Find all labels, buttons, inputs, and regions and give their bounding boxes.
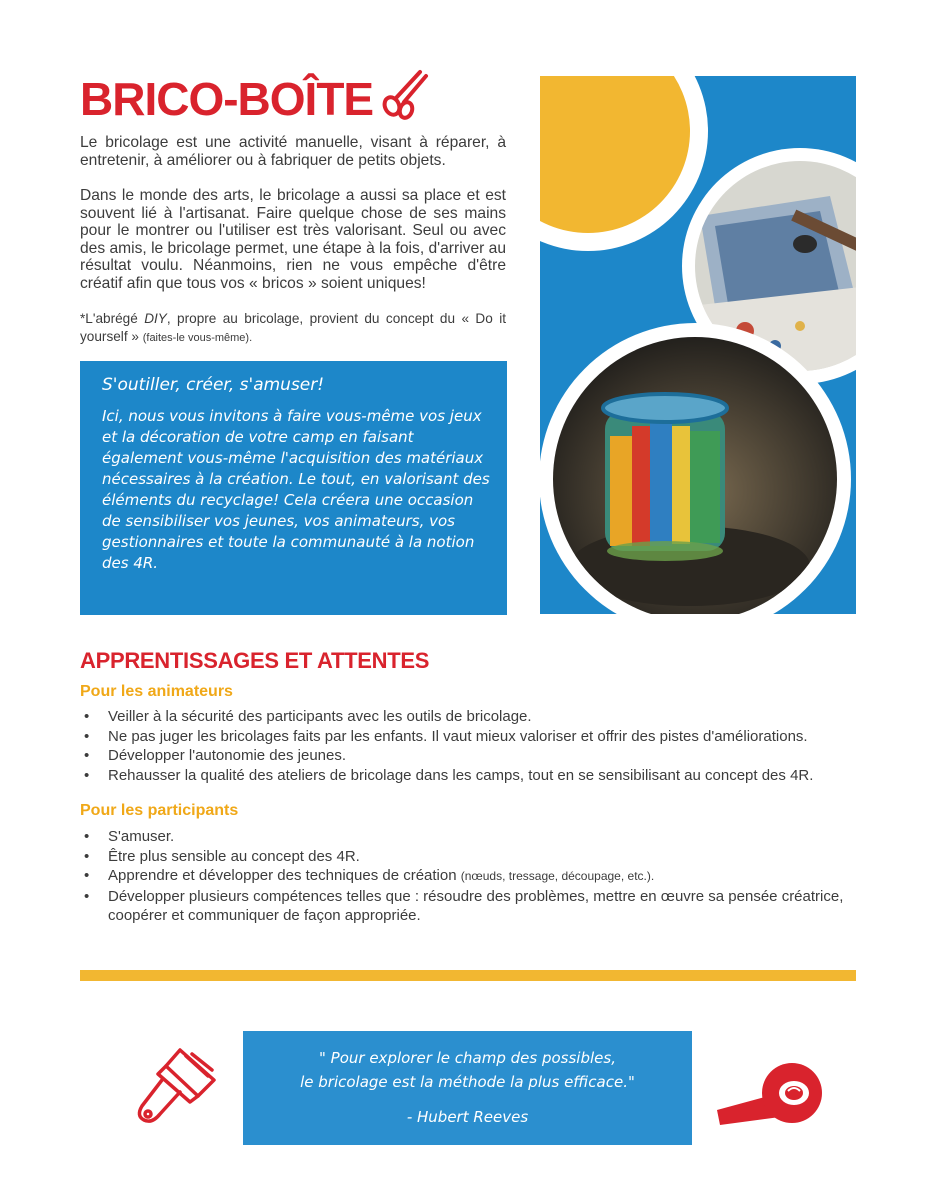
diy-note-mid: , propre au bricolage, provient du concept du « Do it yourself » [80,311,506,344]
section-heading: APPRENTISSAGES ET ATTENTES [80,648,430,673]
bullet-icon: • [84,867,90,884]
quote-line-1: " Pour explorer le champ des possibles, [319,1049,616,1067]
participants-heading: Pour les participants [80,802,239,819]
list-item-small-text: (nœuds, tressage, découpage, etc.). [460,869,655,883]
diy-note-abbr: DIY [144,311,167,326]
callout-box [80,361,507,615]
bullet-icon: • [84,708,90,725]
list-item [80,727,880,747]
list-item [80,746,880,766]
diy-note-small: (faites-le vous-même). [142,332,253,344]
participants-list [80,827,880,926]
list-item-text: Veiller à la sécurité des participants avec les outils de bricolage. [108,708,532,725]
list-item [80,707,880,727]
list-item [80,766,880,786]
page-title: BRICO-BOÎTE [80,73,374,125]
quote-author: - Hubert Reeves [406,1108,529,1126]
diy-note [80,310,506,347]
list-item-text: S'amuser. [108,828,175,845]
list-item [80,887,880,926]
list-item-text: Rehausser la qualité des ateliers de bricolage dans les camps, tout en se sensibilisant au concept des 4R. [108,766,814,784]
quote-line-2: le bricolage est la méthode la plus efficace." [300,1073,635,1091]
list-item-text: Développer l'autonomie des jeunes. [108,747,347,764]
scissors-icon [380,64,440,124]
paintbrush-icon [128,1040,223,1130]
bullet-icon: • [84,887,90,905]
list-item [80,827,880,847]
bullet-icon: • [84,747,90,764]
list-item-text: Ne pas juger les bricolages faits par les enfants. Il vaut mieux valoriser et offrir des pistes d'améliorations. [108,727,808,745]
list-item-text: Être plus sensible au concept des 4R. [108,847,360,865]
callout-body: Ici, nous vous invitons à faire vous-même vos jeux et la décoration de votre camp en faisant également vous-même l'acquisition des matériaux nécessaires à la création. Le tout, en valorisant des éléments du recyclage! Cela créera une occasion de sensibiliser vos jeunes, vos animateurs, vos gestionnaires et toute la communauté à la notion des 4R. [102,407,490,572]
intro-paragraph-2: Dans le monde des arts, le bricolage a aussi sa place et est souvent lié à l'artisanat. Faire quelque chose de ses mains pour le montrer ou l'utiliser est très valorisant. Seul ou avec des amis, le bricolage permet, une étape à la fois, d'arriver au résultat voulu. Néanmoins, rien ne vous empêche d'être créatif afin que tous vos « bricos » soient uniques! [80,187,506,292]
tape-roll-icon [712,1055,827,1130]
animateurs-heading: Pour les animateurs [80,683,233,700]
quote-box [243,1031,692,1145]
list-item [80,866,880,887]
intro-paragraph-1: Le bricolage est une activité manuelle, visant à réparer, à entretenir, à améliorer ou à fabriquer de petits objets. [80,134,506,169]
bullet-icon: • [84,727,90,745]
list-item-text: Développer plusieurs compétences telles que : résoudre des problèmes, mettre en œuvre sa pensée créatrice, coopérer et communiquer de façon appropriée. [108,887,844,924]
callout-heading: S'outiller, créer, s'amuser! [102,375,325,395]
bullet-icon: • [84,847,90,865]
yellow-divider [80,970,856,981]
photo-collage [540,76,856,614]
bullet-icon: • [84,828,90,845]
animateurs-list [80,707,880,785]
list-item [80,847,880,867]
bullet-icon: • [84,766,90,784]
list-item-text: Apprendre et développer des techniques de création [108,867,461,884]
diy-note-prefix: *L'abrégé [80,311,145,326]
